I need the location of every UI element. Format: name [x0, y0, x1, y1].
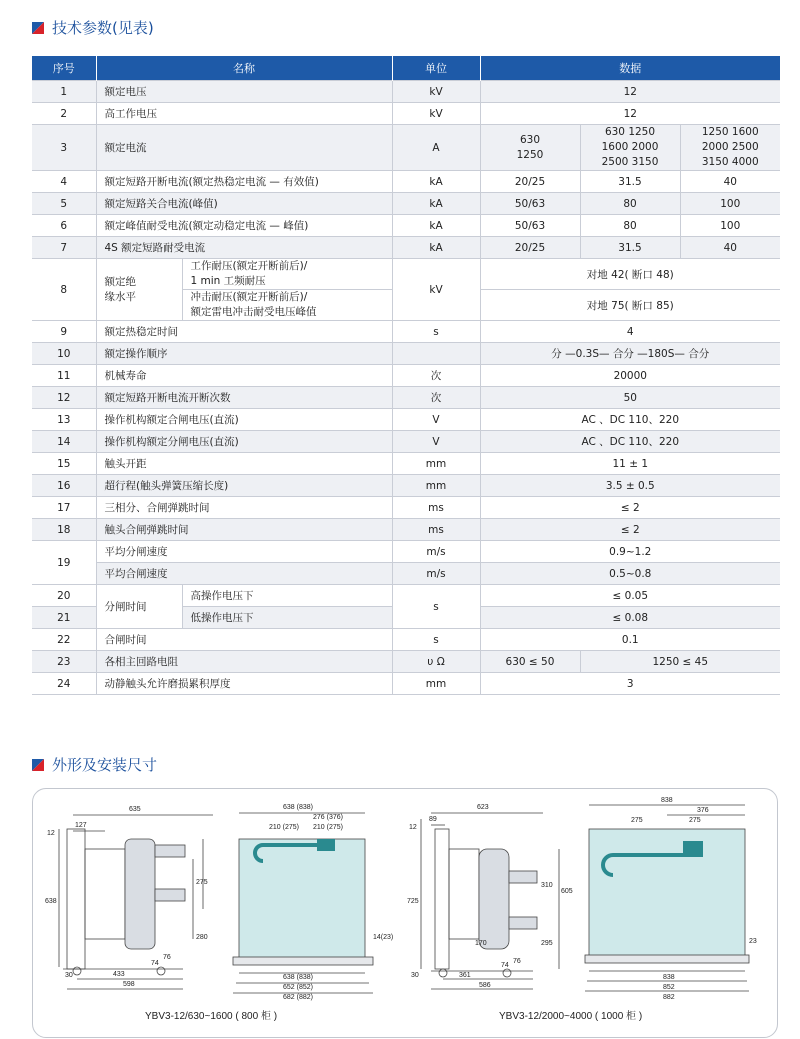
dim-label: 275: [689, 817, 701, 824]
cell-value: 31.5: [580, 237, 680, 259]
dim-label: 605: [561, 888, 573, 895]
cell-unit: ms: [392, 497, 480, 519]
name-line: 冲击耐压(额定开断前后)/: [190, 291, 308, 303]
cell-unit: kA: [392, 171, 480, 193]
cell-unit: [392, 343, 480, 365]
cell-unit: s: [392, 629, 480, 651]
cell-index: 22: [32, 629, 96, 651]
cell-name: 触头合闸弹跳时间: [96, 519, 392, 541]
cell-unit: υ Ω: [392, 651, 480, 673]
name-line: 缘水平: [104, 290, 136, 303]
dim-label: 30: [65, 972, 73, 979]
value-line: 1600 2000: [601, 141, 659, 153]
cell-value: 20/25: [480, 237, 580, 259]
table-row: [32, 497, 780, 519]
drawing-caption-800: YBV3-12/630~1600 ( 800 柜 ): [145, 1011, 278, 1022]
cell-index: 7: [32, 237, 96, 259]
cell-name: 平均合闸速度: [96, 563, 392, 585]
cell-value: 50: [480, 387, 780, 409]
cell-index: 5: [32, 193, 96, 215]
table-row: [32, 475, 780, 497]
cell-value: 40: [680, 171, 780, 193]
dim-label: 638 (838): [283, 974, 313, 981]
cell-value: ≤ 2: [480, 519, 780, 541]
cell-value: [680, 125, 780, 171]
cell-value: 11 ± 1: [480, 453, 780, 475]
dim-label: 12: [409, 824, 417, 831]
col-header-unit: 单位: [392, 56, 480, 81]
cell-index: 4: [32, 171, 96, 193]
dim-label: 89: [429, 816, 437, 823]
dim-label: 30: [411, 972, 419, 979]
cell-index: 11: [32, 365, 96, 387]
cell-name: 额定电流: [96, 125, 392, 171]
cell-unit: 次: [392, 387, 480, 409]
dim-label: 310: [541, 882, 553, 889]
cell-value: 12: [480, 103, 780, 125]
cell-name: 4S 额定短路耐受电流: [96, 237, 392, 259]
dim-label: 127: [75, 822, 87, 829]
cell-unit: V: [392, 431, 480, 453]
cell-value: 31.5: [580, 171, 680, 193]
dim-label: 586: [479, 982, 491, 989]
cell-subname: [182, 290, 392, 321]
dim-label: 376: [697, 807, 709, 814]
cell-value: ≤ 0.05: [480, 585, 780, 607]
dim-label: 275: [631, 817, 643, 824]
cell-index: 16: [32, 475, 96, 497]
cell-value: 80: [580, 193, 680, 215]
table-row: [32, 125, 780, 171]
cell-value: 50/63: [480, 215, 580, 237]
dim-label: 838: [661, 797, 673, 804]
cell-name: 合闸时间: [96, 629, 392, 651]
section-title-dimensions: [32, 754, 157, 775]
dim-label: 170: [475, 940, 487, 947]
cell-subname: [182, 259, 392, 290]
cell-name: 额定短路关合电流(峰值): [96, 193, 392, 215]
cell-value: 0.9~1.2: [480, 541, 780, 563]
cell-index: 23: [32, 651, 96, 673]
cell-name: 额定短路开断电流(额定热稳定电流 — 有效值): [96, 171, 392, 193]
section-flag-icon: [32, 22, 44, 34]
name-line: 额定雷电冲击耐受电压峰值: [190, 306, 317, 318]
dim-label: 598: [123, 981, 135, 988]
value-line: 1250: [516, 148, 544, 161]
dim-label: 652 (852): [283, 984, 313, 991]
cell-subname: 高操作电压下: [182, 585, 392, 607]
value-line: 1250 1600: [701, 126, 759, 138]
cell-index: 20: [32, 585, 96, 607]
cell-unit: m/s: [392, 563, 480, 585]
cell-name: 额定电压: [96, 81, 392, 103]
cell-index: 2: [32, 103, 96, 125]
table-row: [32, 321, 780, 343]
name-line: 额定绝: [104, 275, 136, 288]
cell-index: 10: [32, 343, 96, 365]
dim-label: 74: [151, 960, 159, 967]
dim-label: 275: [196, 879, 208, 886]
cell-unit: V: [392, 409, 480, 431]
table-row: [32, 215, 780, 237]
drawing-caption-1000: YBV3-12/2000~4000 ( 1000 柜 ): [499, 1011, 643, 1022]
dim-label: 23: [749, 938, 757, 945]
dim-label: 638: [45, 898, 57, 905]
dim-label: 14(23): [373, 934, 394, 941]
cell-unit: mm: [392, 475, 480, 497]
cell-value: 80: [580, 215, 680, 237]
cell-unit: 次: [392, 365, 480, 387]
cell-name: 机械寿命: [96, 365, 392, 387]
table-row: [32, 259, 780, 290]
cell-name: 动静触头允许磨损累积厚度: [96, 673, 392, 695]
value-line: 630 1250: [604, 126, 656, 138]
cell-value: 50/63: [480, 193, 580, 215]
cell-subname: 低操作电压下: [182, 607, 392, 629]
table-row: [32, 673, 780, 695]
cell-index: 9: [32, 321, 96, 343]
cell-name: 操作机构额定分闸电压(直流): [96, 431, 392, 453]
cell-value: 1250 ≤ 45: [580, 651, 780, 673]
cell-unit: kA: [392, 215, 480, 237]
cell-unit: s: [392, 585, 480, 629]
dim-label: 74: [501, 962, 509, 969]
table-row: [32, 453, 780, 475]
cell-unit: kV: [392, 81, 480, 103]
dim-label: 210 (275): [269, 824, 299, 831]
value-text: 630 ≤ 50: [505, 655, 555, 668]
cell-index: 1: [32, 81, 96, 103]
cell-unit: s: [392, 321, 480, 343]
table-row: [32, 81, 780, 103]
cell-name: 超行程(触头弹簧压缩长度): [96, 475, 392, 497]
cell-name: 额定操作顺序: [96, 343, 392, 365]
cell-value: 0.5~0.8: [480, 563, 780, 585]
dim-label: 623: [477, 804, 489, 811]
cell-unit: m/s: [392, 541, 480, 563]
cell-value: ≤ 0.08: [480, 607, 780, 629]
cell-value: [580, 125, 680, 171]
col-header-name: 名称: [96, 56, 392, 81]
table-row: [32, 651, 780, 673]
dim-label: 276 (376): [313, 814, 343, 821]
cell-unit: kA: [392, 237, 480, 259]
cell-index: 15: [32, 453, 96, 475]
table-row: [32, 343, 780, 365]
table-row: [32, 103, 780, 125]
table-row: [32, 563, 780, 585]
dimension-drawing-panel: [32, 788, 778, 1038]
dim-label: 295: [541, 940, 553, 947]
cell-index: 6: [32, 215, 96, 237]
cell-index: 3: [32, 125, 96, 171]
dim-label: 852: [663, 984, 675, 991]
cell-value: 0.1: [480, 629, 780, 651]
cell-name: 高工作电压: [96, 103, 392, 125]
cell-value: 3.5 ± 0.5: [480, 475, 780, 497]
cell-name: 额定热稳定时间: [96, 321, 392, 343]
drawing-front-view-1000: [585, 805, 749, 991]
cell-index: 13: [32, 409, 96, 431]
name-line: 工作耐压(额定开断前后)/: [190, 260, 308, 272]
value-line: 2000 2500: [701, 141, 759, 153]
cell-value: 100: [680, 193, 780, 215]
cell-name: 三相分、合闸弹跳时间: [96, 497, 392, 519]
cell-value: 分 —0.3S— 合分 —180S— 合分: [480, 343, 780, 365]
section-title-text: 技术参数(见表): [52, 19, 154, 37]
dim-label: 210 (275): [313, 824, 343, 831]
cell-name: [96, 259, 182, 321]
cell-name: 额定峰值耐受电流(额定动稳定电流 — 峰值): [96, 215, 392, 237]
dim-label: 76: [513, 958, 521, 965]
table-row: [32, 585, 780, 607]
cell-value: 20000: [480, 365, 780, 387]
table-row: [32, 193, 780, 215]
dim-label: 638 (838): [283, 804, 313, 811]
dim-label: 12: [47, 830, 55, 837]
cell-value: 4: [480, 321, 780, 343]
cell-value: [480, 651, 580, 673]
dim-label: 838: [663, 974, 675, 981]
dimension-drawings: [33, 789, 777, 1037]
cell-value: ≤ 2: [480, 497, 780, 519]
dim-label: 280: [196, 934, 208, 941]
cell-name: 各相主回路电阻: [96, 651, 392, 673]
col-header-data: 数据: [480, 56, 780, 81]
cell-value: 对地 42( 断口 48): [480, 259, 780, 290]
dim-label: 433: [113, 971, 125, 978]
cell-index: 12: [32, 387, 96, 409]
table-row: [32, 387, 780, 409]
cell-name: 额定短路开断电流开断次数: [96, 387, 392, 409]
cell-name: 分闸时间: [96, 585, 182, 629]
table-row: [32, 541, 780, 563]
cell-unit: kV: [392, 259, 480, 321]
spec-table: [32, 56, 780, 695]
name-line: 1 min 工频耐压: [190, 275, 266, 287]
table-row: [32, 519, 780, 541]
cell-unit: mm: [392, 673, 480, 695]
drawing-side-view-1000: [421, 813, 559, 989]
cell-index: 8: [32, 259, 96, 321]
cell-value: 3: [480, 673, 780, 695]
table-row: [32, 431, 780, 453]
cell-value: 40: [680, 237, 780, 259]
table-row: [32, 365, 780, 387]
dim-label: 76: [163, 954, 171, 961]
section-title-specs: [32, 17, 154, 38]
dim-label: 635: [129, 806, 141, 813]
value-line: 2500 3150: [601, 156, 659, 168]
drawing-front-view-800: [233, 813, 373, 993]
cell-value: AC 、DC 110、220: [480, 431, 780, 453]
cell-unit: A: [392, 125, 480, 171]
cell-name: 操作机构额定合闸电压(直流): [96, 409, 392, 431]
table-row: [32, 237, 780, 259]
cell-value: 12: [480, 81, 780, 103]
cell-index: 17: [32, 497, 96, 519]
table-row: [32, 629, 780, 651]
cell-index: 24: [32, 673, 96, 695]
cell-value: AC 、DC 110、220: [480, 409, 780, 431]
cell-unit: mm: [392, 453, 480, 475]
cell-index: 21: [32, 607, 96, 629]
cell-index: 18: [32, 519, 96, 541]
table-row: [32, 171, 780, 193]
dim-label: 882: [663, 994, 675, 1001]
cell-value: [480, 125, 580, 171]
cell-unit: kA: [392, 193, 480, 215]
cell-name: 触头开距: [96, 453, 392, 475]
value-line: 3150 4000: [701, 156, 759, 168]
drawing-side-view-800: [59, 815, 213, 989]
cell-name: 平均分闸速度: [96, 541, 392, 563]
cell-unit: kV: [392, 103, 480, 125]
cell-index: 19: [32, 541, 96, 585]
table-row: [32, 409, 780, 431]
cell-unit: ms: [392, 519, 480, 541]
cell-value: 100: [680, 215, 780, 237]
dim-label: 725: [407, 898, 419, 905]
cell-value: 20/25: [480, 171, 580, 193]
section-flag-icon: [32, 759, 44, 771]
cell-index: 14: [32, 431, 96, 453]
dim-label: 361: [459, 972, 471, 979]
dim-label: 682 (882): [283, 994, 313, 1001]
col-header-index: 序号: [32, 56, 96, 81]
cell-value: 对地 75( 断口 85): [480, 290, 780, 321]
value-line: 630: [519, 133, 541, 146]
section-title-text: 外形及安装尺寸: [52, 756, 158, 774]
